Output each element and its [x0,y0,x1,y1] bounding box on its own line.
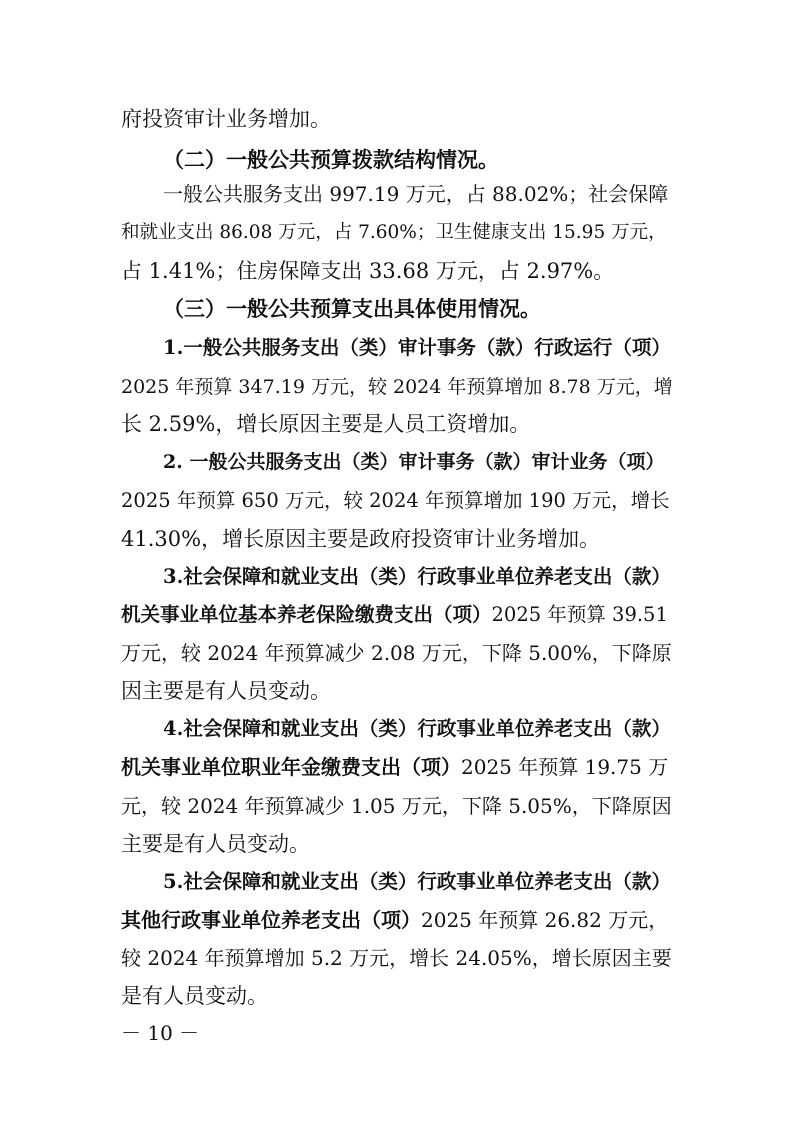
text-line: 主要是有人员变动。 [121,832,310,856]
text-run: 2025 年预算 39.51 [491,603,668,626]
text-line: 长 2.59%，增长原因主要是人员工资增加。 [121,412,531,436]
item-heading: 1.一般公共服务支出（类）审计事务（款）行政运行（项） [163,336,671,359]
text-line: 和就业支出 86.08 万元，占 7.60%；卫生健康支出 15.95 万元， [121,222,667,243]
item-heading-continued: 其他行政事业单位养老支出（项） [121,908,421,932]
text-line: 因主要是有人员变动。 [121,679,331,703]
mixed-line [121,753,668,781]
item-heading: 4.社会保障和就业支出（类）行政事业单位养老支出（款） [163,717,671,740]
text-line: 2025 年预算 650 万元，较 2024 年预算增加 190 万元，增长 [121,489,670,512]
text-line: 万元，较 2024 年预算减少 2.08 万元，下降 5.00%，下降原 [121,641,672,665]
text-line: 是有人员变动。 [121,984,268,1008]
mixed-line [121,601,668,629]
text-line: 一般公共服务支出 997.19 万元，占 88.02%；社会保障 [163,182,669,206]
text-line: 占 1.41%；住房保障支出 33.68 万元，占 2.97%。 [121,259,615,283]
text-line: 府投资审计业务增加。 [121,107,331,131]
section-heading: （二）一般公共预算拨款结构情况。 [163,147,499,172]
item-heading: 5.社会保障和就业支出（类）行政事业单位养老支出（款） [163,870,671,893]
item-heading-continued: 机关事业单位基本养老保险缴费支出（项） [121,603,492,626]
text-line: 较 2024 年预算增加 5.2 万元，增长 24.05%，增长原因主要 [121,946,672,970]
text-line: 元，较 2024 年预算减少 1.05 万元，下降 5.05%，下降原因 [121,794,672,818]
text-line: 41.30%，增长原因主要是政府投资审计业务增加。 [121,527,601,551]
item-heading: 3.社会保障和就业支出（类）行政事业单位养老支出（款） [163,565,671,588]
text-line: 2025 年预算 347.19 万元，较 2024 年预算增加 8.78 万元，增 [121,376,673,398]
page-number: － 10 － [121,1021,200,1045]
item-heading: 2. 一般公共服务支出（类）审计事务（款）审计业务（项） [163,451,665,473]
section-heading: （三）一般公共预算支出具体使用情况。 [163,296,541,321]
mixed-line [121,906,668,934]
text-run: 2025 年预算 19.75 万 [461,755,669,779]
text-run: 2025 年预算 26.82 万元， [421,908,669,932]
item-heading-continued: 机关事业单位职业年金缴费支出（项） [121,755,461,779]
